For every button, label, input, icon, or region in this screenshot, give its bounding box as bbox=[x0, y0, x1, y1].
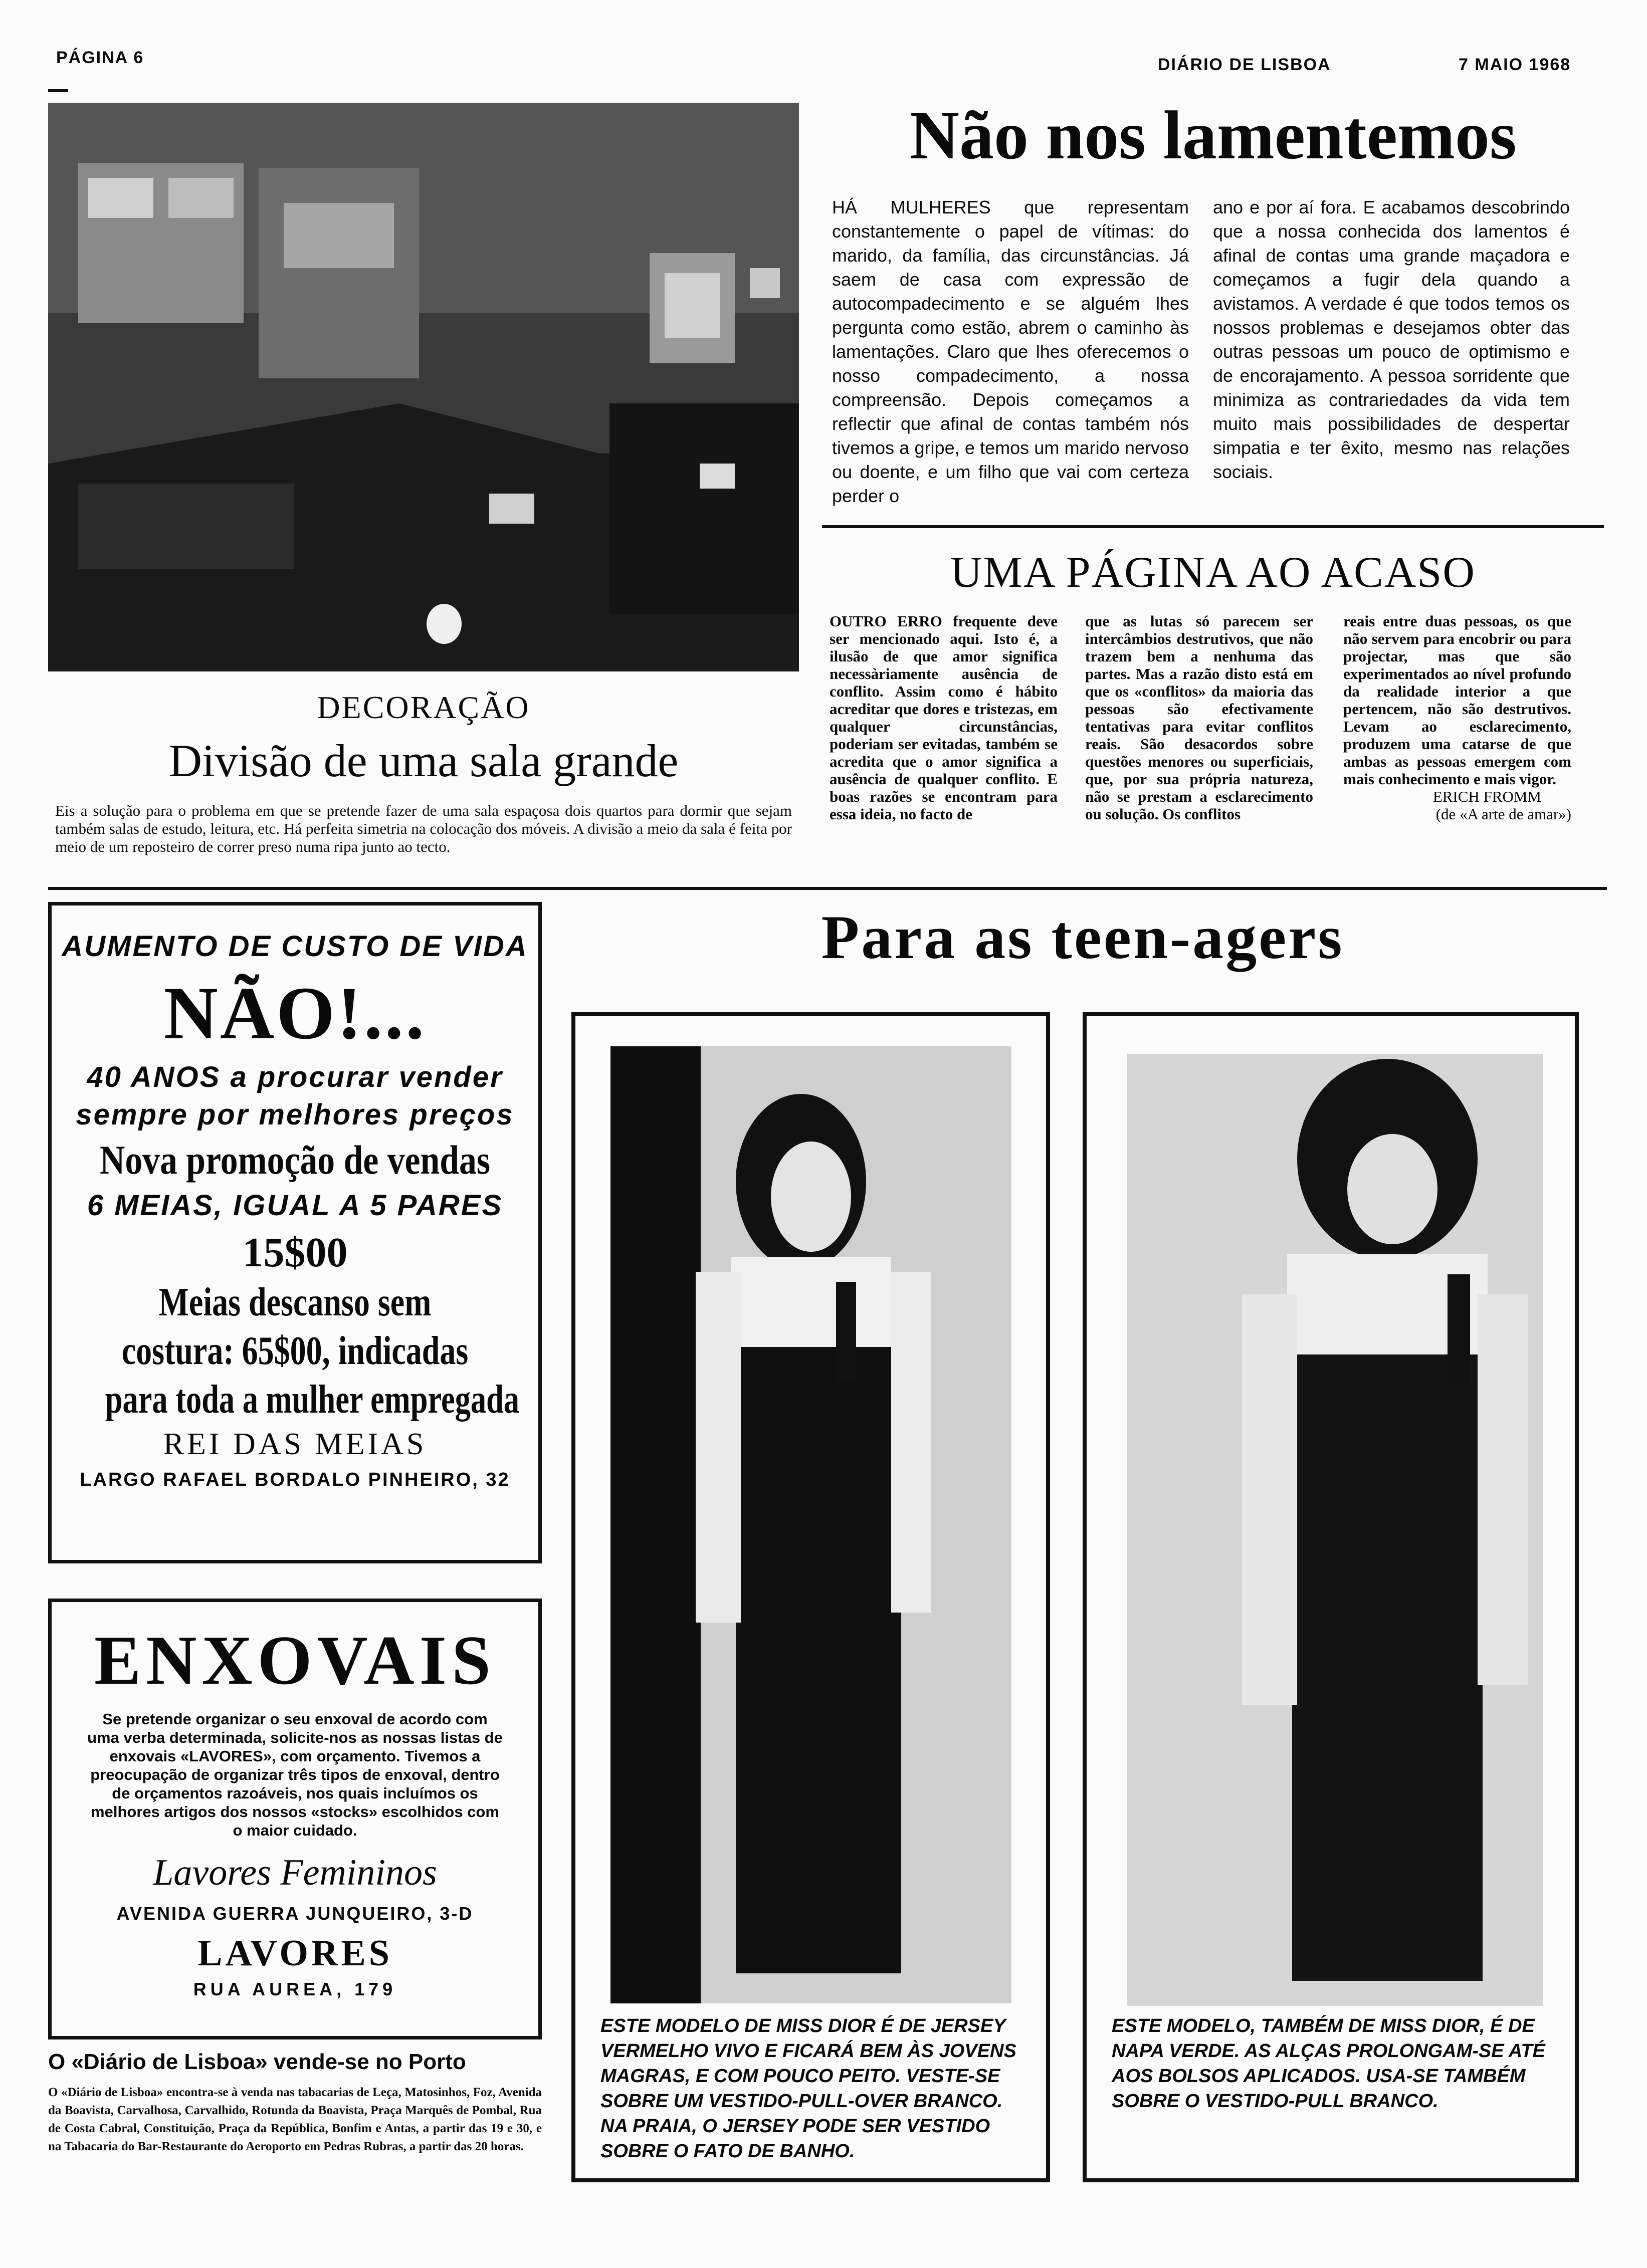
teen-caption-2: ESTE MODELO, TAMBÉM DE MISS DIOR, É DE NAPA VERDE. AS ALÇAS PROLONGAM-SE ATÉ AOS BOLSOS APLICADOS. USA-SE TAMBÉM SOBRE O VESTIDO-PULL BRANCO. bbox=[1112, 2015, 1545, 2112]
ad-line-3: 40 ANOS a procurar vender bbox=[87, 1061, 503, 1093]
lamentemos-rule bbox=[822, 525, 1604, 528]
page-number: PÁGINA 6 bbox=[56, 48, 144, 67]
enxovais-title: ENXOVAIS bbox=[94, 1622, 496, 1699]
acaso-col3: reais entre duas pessoas, os que não servem para encobrir ou para projectar, mas que são experimentados ao nível profundo da realidade interior a que pertencem, não são destrutivos. Levam ao esclarecimento, produzem uma catarse de que ambas as pessoas emergem com mais conhecimento e mais vigor. bbox=[1343, 612, 1571, 788]
teen-caption-1: ESTE MODELO DE MISS DIOR É DE JERSEY VERMELHO VIVO E FICARÁ BEM ÀS JOVENS MAGRAS, E COM POUCO PEITO. VESTE-SE SOBRE UM VESTIDO-PULL-OVER BRANCO. NA PRAIA, O JERSEY PODE SER VESTIDO SOBRE O FATO DE BANHO. bbox=[600, 2015, 1016, 2162]
model-photo-2 bbox=[1127, 1054, 1543, 2006]
lavores-signature-logo: Lavores Femininos bbox=[153, 1852, 437, 1893]
enxovais-address-1: AVENIDA GUERRA JUNQUEIRO, 3-D bbox=[116, 1903, 474, 1924]
acaso-title: UMA PÁGINA AO ACASO bbox=[950, 548, 1476, 597]
acaso-col1: OUTRO ERRO frequente deve ser mencionado aqui. Isto é, a ilusão de que amor significa necessàriamente ausência de conflito. Assim como é hábito acreditar que dores e tristezas, em qualquer circunstâncias, poderiam ser evitadas, também se acredita que o amor significa a ausência de qualquer conflito. E boas razões se encontram para essa ideia, no facto de bbox=[830, 612, 1058, 823]
rei-das-meias-ad bbox=[48, 902, 542, 1563]
lamentemos-col2: ano e por aí fora. E acabamos descobrindo que a nossa conhecida dos lamentos é afinal de contas uma grande maçadora e começamos a fugir dela quando a avistamos. A verdade é que todos temos os nossos problemas e desejamos obter das outras pessoas um pouco de optimismo e de encorajamento. A pessoa sorridente que minimiza as contrariedades da vida tem muito mais possibilidades de despertar simpatia e ter êxito, mesmo nas relações sociais. bbox=[1213, 197, 1570, 482]
lavores-brand: LAVORES bbox=[197, 1933, 392, 1974]
enxovais-ad bbox=[48, 1599, 542, 2039]
teen-panel-2 bbox=[1083, 1012, 1579, 2182]
ad-line-8: Meias descanso sem bbox=[158, 1280, 432, 1324]
teen-title: Para as teen-agers bbox=[821, 903, 1344, 972]
issue-date: 7 MAIO 1968 bbox=[1459, 55, 1571, 74]
ad-line-10: para toda a mulher empregada bbox=[105, 1378, 520, 1422]
ad-line-6: 6 MEIAS, IGUAL A 5 PARES bbox=[87, 1189, 503, 1222]
model-photo-1 bbox=[610, 1046, 1011, 2003]
ad-line-12: LARGO RAFAEL BORDALO PINHEIRO, 32 bbox=[80, 1469, 510, 1490]
ad-line-7: 15$00 bbox=[242, 1229, 348, 1276]
corner-mark bbox=[48, 89, 68, 92]
newspaper-name: DIÁRIO DE LISBOA bbox=[1158, 55, 1331, 74]
ad-line-5: Nova promoção de vendas bbox=[100, 1137, 490, 1183]
acaso-col3-block bbox=[1343, 612, 1571, 823]
middle-rule bbox=[48, 887, 1607, 890]
enxovais-address-2: RUA AUREA, 179 bbox=[193, 1979, 397, 1999]
ad-line-2: NÃO!... bbox=[163, 972, 427, 1055]
decoracao-text: Eis a solução para o problema em que se pretende fazer de uma sala espaçosa dois quartos para dormir que sejam também salas de estudo, leitura, etc. Há perfeita simetria na colocação dos móveis. A divisão a meio da sala é feita por meio de um reposteiro de correr preso numa ripa junto ao tecto. bbox=[55, 802, 792, 855]
room-photo-image bbox=[48, 103, 799, 671]
teen-panel-1 bbox=[571, 1012, 1050, 2182]
acaso-source: (de «A arte de amar») bbox=[1435, 805, 1571, 823]
acaso-col2: que as lutas só parecem ser intercâmbios destrutivos, que não trazem bem a nenhuma das partes. Mas a razão disto está em que os «conflitos» da maioria das pessoas são efectivamente tentativas para evitar conflitos reais. São desacordos sobre questões menores ou superficiais, que, por sua própria natureza, não se prestam a esclarecimento ou solução. Os conflitos bbox=[1085, 612, 1313, 823]
porto-title: O «Diário de Lisboa» vende-se no Porto bbox=[48, 2050, 466, 2074]
decoracao-title: Divisão de uma sala grande bbox=[168, 735, 679, 786]
ad-line-1: AUMENTO DE CUSTO DE VIDA bbox=[62, 930, 528, 963]
lamentemos-title: Não nos lamentemos bbox=[909, 97, 1517, 173]
miss-dior-napa-photo bbox=[1127, 1054, 1543, 2006]
ad-line-9: costura: 65$00, indicadas bbox=[121, 1329, 469, 1373]
room-photo bbox=[48, 103, 799, 671]
ad-line-4: sempre por melhores preços bbox=[76, 1098, 514, 1131]
decoracao-section: DECORAÇÃO bbox=[317, 690, 530, 725]
lamentemos-col1: HÁ MULHERES que representam constantemente o papel de vítimas: do marido, da família, das circunstâncias. Já saem de casa com expressão de autocompadecimento e se alguém lhes pergunta como estão, abrem o caminho às lamentações. Claro que lhes oferecemos o nosso compadecimento, a nossa compreensão. Depois começamos a reflectir que afinal de contas também nós tivemos a gripe, e temos um marido nervoso ou doente, e um filho que vai com certeza perder o bbox=[832, 197, 1189, 506]
acaso-author: ERICH FROMM bbox=[1432, 788, 1541, 805]
enxovais-text: Se pretende organizar o seu enxoval de acordo com uma verba determinada, solicite-nos as nossas listas de enxovais «LAVORES», com orçamento. Tivemos a preocupação de organizar três tipos de enxoval, dentro de orçamentos razoáveis, nos quais incluímos os melhores artigos dos nossos «stocks» escolhidos com o maior cuidado. bbox=[87, 1710, 503, 1839]
miss-dior-jersey-photo bbox=[610, 1046, 1011, 2003]
porto-text: O «Diário de Lisboa» encontra-se à venda nas tabacarias de Leça, Matosinhos, Foz, Avenida da Boavista, Carvalhosa, Carvalhido, Rotunda da Boavista, Praça Marquês de Pombal, Rua de Costa Cabral, Constituição, Praça da República, Bonfim e Antas, a partir das 19 e 30, e na Tabacaria do Bar-Restaurante do Aeroporto em Pedras Rubras, a partir das 20 horas. bbox=[48, 2086, 542, 2153]
ad-line-11: REI DAS MEIAS bbox=[163, 1427, 427, 1461]
